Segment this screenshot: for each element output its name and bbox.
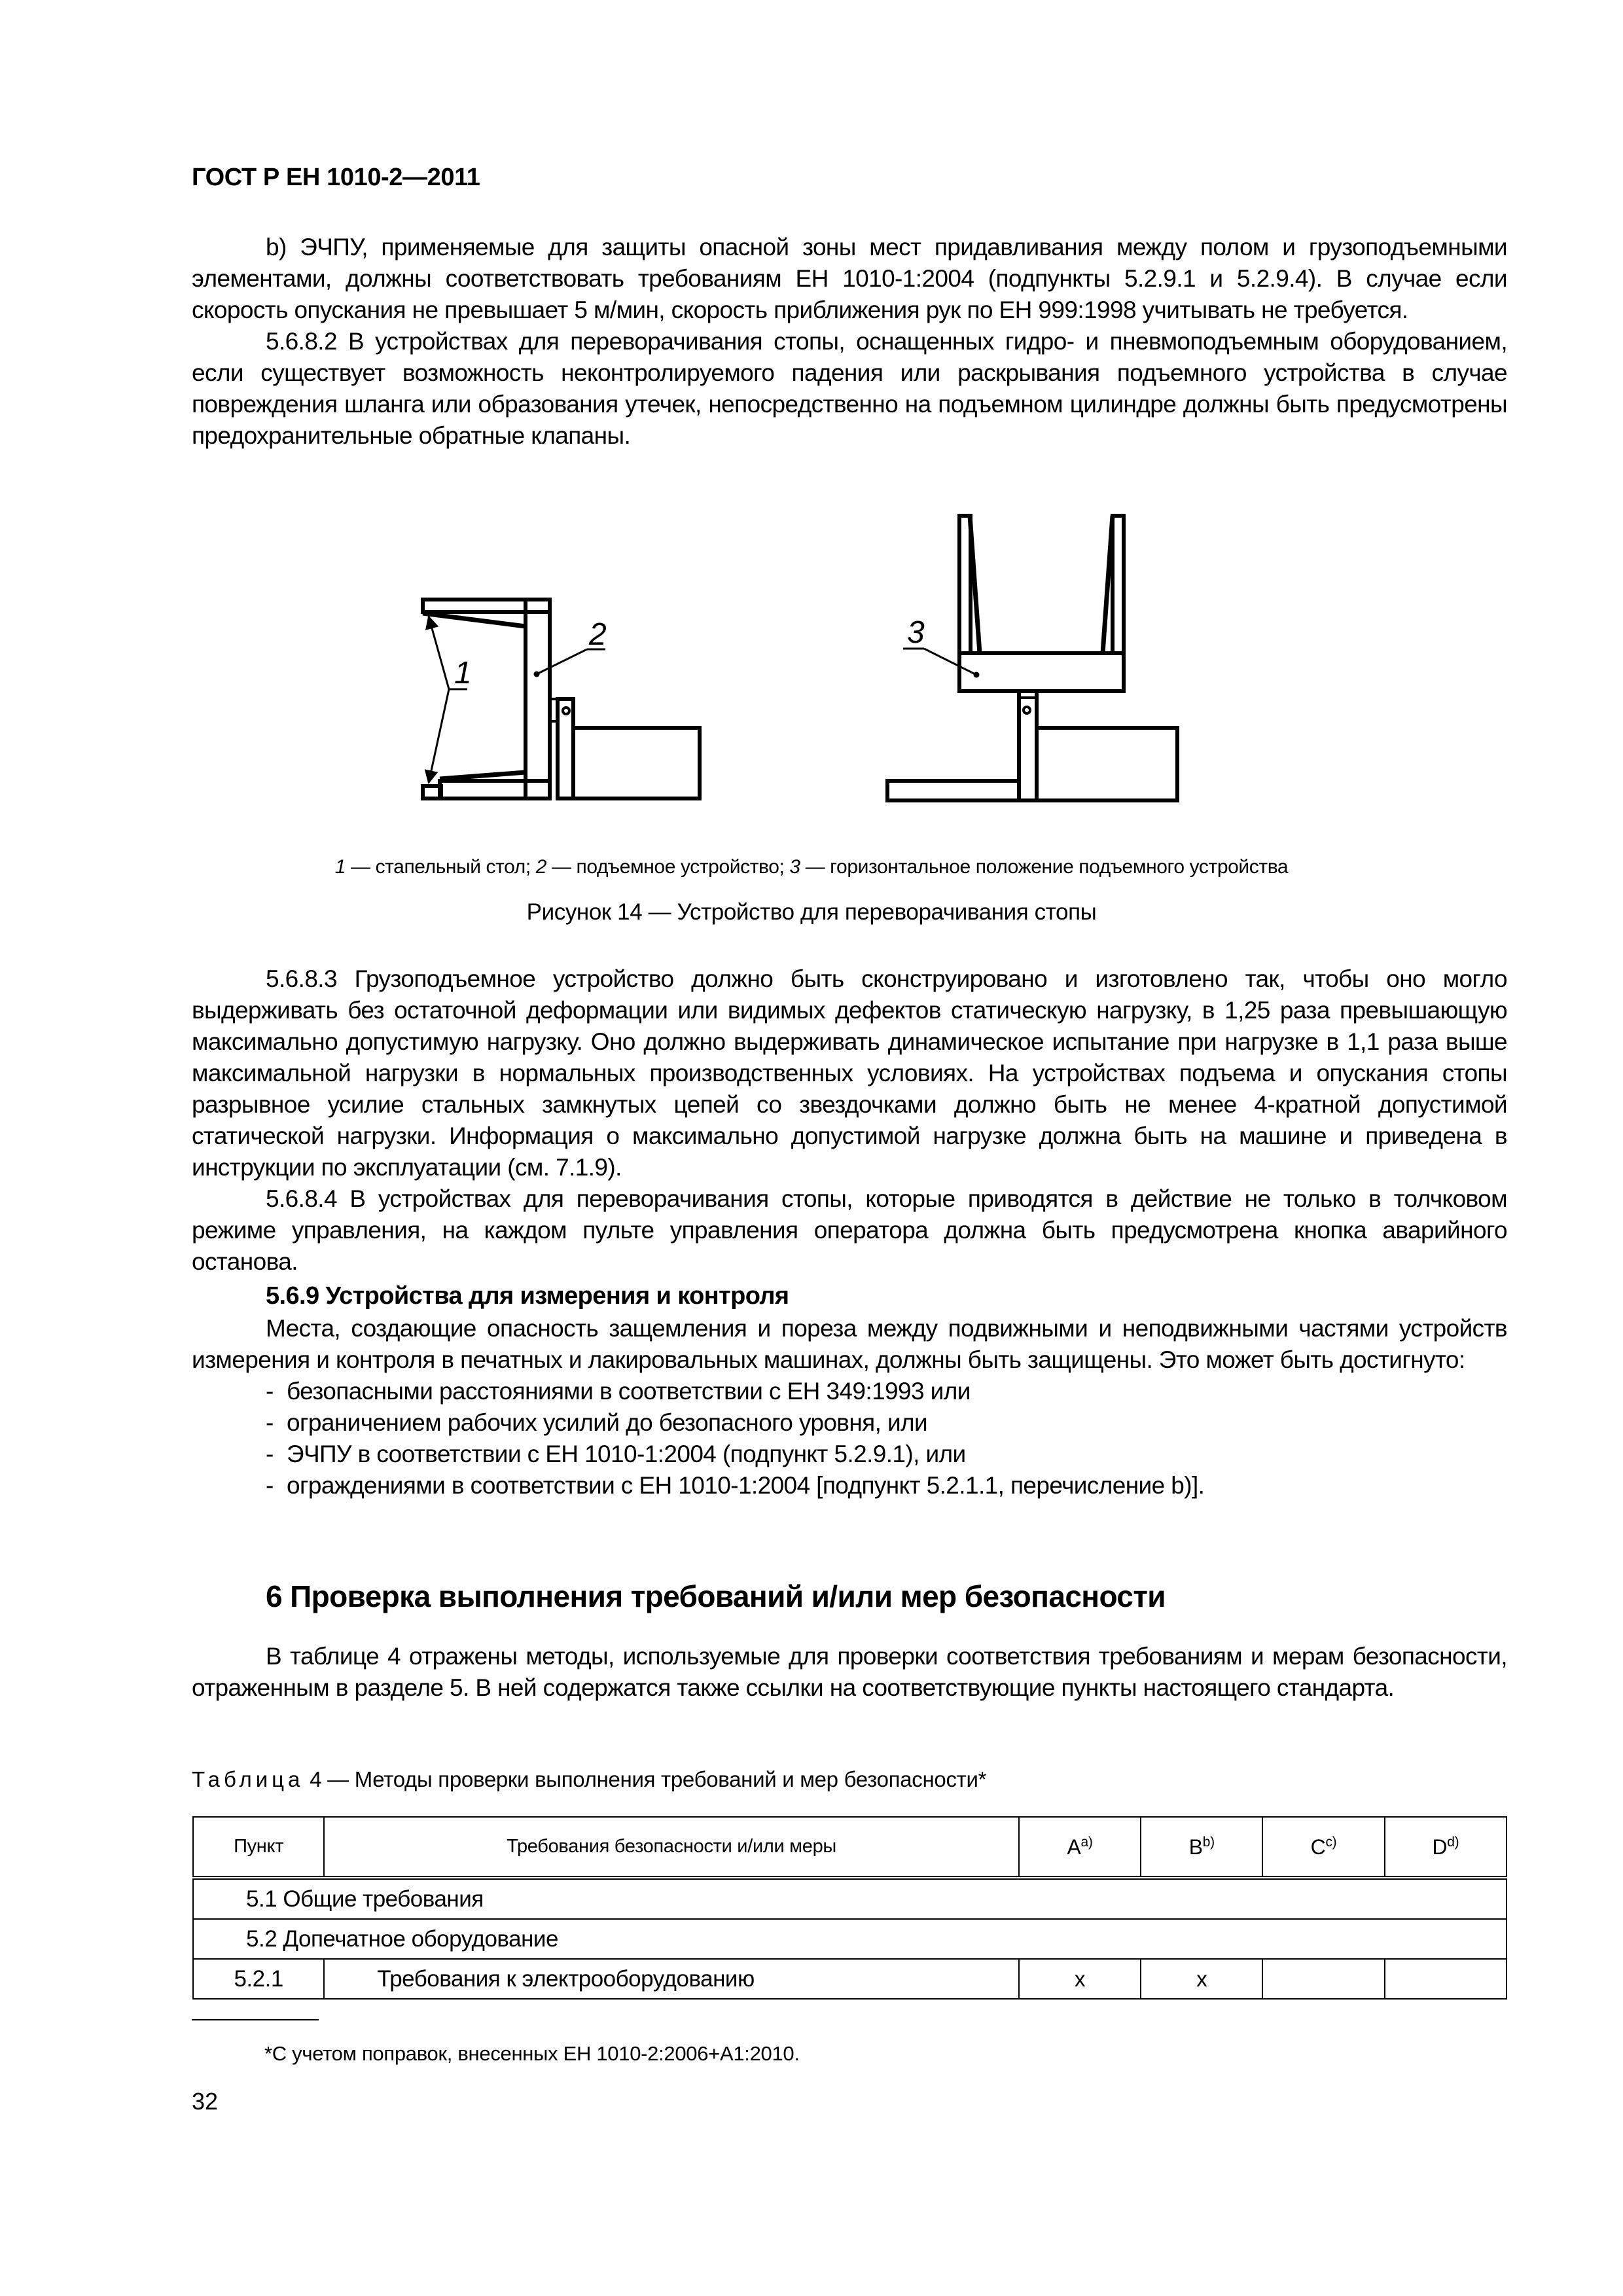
left-incline — [970, 516, 980, 653]
legend-num-1: 1 — [334, 856, 346, 878]
slot-post — [558, 699, 573, 798]
lifting-column — [526, 600, 550, 798]
section-5-6-9-intro: Места, создающие опасность защемления и пореза между подвижными и неподвижными частями устройств измерения и контроля в печатных и лакировальных машинах, должны быть защищены. Это может быть достигнуто: — [192, 1315, 1507, 1373]
header-requirements: Требования безопасности и/или меры — [324, 1817, 1019, 1878]
base-bar — [440, 781, 550, 798]
table-row — [193, 1959, 1507, 1999]
header-method-b: $B^{b)}$ — [1141, 1817, 1262, 1878]
paragraph-5-6-8-2: 5.6.8.2 В устройствах для переворачивания стопы, оснащенных гидро- и пневмоподъемным оборудованием, если существует возможность неконтролируемого падения или раскрывания подъемного устройства в случае повреждения шланга или образования утечек, непосредственно на подъемном цилиндре должны быть предусмотрены предохранительные обратные клапаны. — [192, 328, 1507, 449]
pivot-pin — [1024, 707, 1030, 713]
paragraph-b-item: b) ЭЧПУ, применяемые для защиты опасной зоны мест придавливания между полом и грузоподъемными элементами, должны соответствовать требованиям ЕН 1010-1:2004 (подпункты 5.2.9.1 и 5.2.9.4). В случае если скорость опускания не превышает 5 м/мин, скорость приближения рук по ЕН 999:1998 учитывать не требуется. — [192, 234, 1507, 323]
list-item: - ЭЧПУ в соответствии с ЕН 1010-1:2004 (подпункт 5.2.9.1), или — [192, 1439, 1507, 1470]
hinge-bracket — [550, 699, 558, 721]
cell-method-c — [1262, 1959, 1384, 1999]
left-drawing-stacking-table — [423, 600, 700, 798]
header-method-d: $D^{d)}$ — [1385, 1817, 1507, 1878]
label-2-leader — [535, 649, 605, 676]
legend-text-3: — горизонтальное положение подъемного устройства — [800, 856, 1289, 878]
dash-bullet: - — [266, 1409, 274, 1436]
header-method-c: $C^{c)}$ — [1262, 1817, 1384, 1878]
right-incline — [1103, 516, 1113, 653]
list-item: - ограждениями в соответствии с ЕН 1010-1:2004 [подпункт 5.2.1.1, перечисление b)]. — [192, 1470, 1507, 1501]
pivot-pin — [563, 708, 569, 714]
section-5-6-9-heading: 5.6.9 Устройства для измерения и контроля — [266, 1282, 789, 1310]
table-header-row — [193, 1817, 1507, 1878]
left-upright — [959, 516, 971, 653]
figure-label-1: 1 — [454, 656, 472, 691]
side-box — [573, 728, 700, 798]
label-1-leaders — [429, 617, 467, 783]
lower-incline — [440, 772, 526, 779]
header-punkt: Пункт — [193, 1817, 324, 1878]
standard-header: ГОСТ Р ЕН 1010-2—2011 — [192, 164, 480, 191]
cell-method-b: x — [1141, 1959, 1262, 1999]
table-word: Таблица — [192, 1767, 304, 1791]
platform — [959, 653, 1124, 691]
group-5-2: 5.2 Допечатное оборудование — [193, 1919, 1507, 1959]
legend-num-3: 3 — [789, 856, 800, 878]
table-title-text: 4 — Методы проверки выполнения требований и мер безопасности* — [304, 1767, 987, 1791]
right-drawing-horizontal-position — [887, 516, 1177, 800]
paragraph-5-6-8-3: 5.6.8.3 Грузоподъемное устройство должно быть сконструировано и изготовлено так, чтобы оно могло выдерживать без остаточной деформации или видимых дефектов статическую нагрузку, в 1,25 раза превышающую максимально допустимую нагрузку. Оно должно выдерживать динамическое испытание при нагрузке в 1,1 раза выше максимальной нагрузки в нормальных производственных условиях. На устройствах подъема и опускания стопы разрывное усилие стальных замкнутых цепей со звездочками должно быть не менее 4-кратной допустимой статической нагрузки. Информация о максимально допустимой нагрузке должна быть на машине и приведена в инструкции по эксплуатации (см. 7.1.9). — [192, 965, 1507, 1181]
protection-methods-list — [192, 1376, 1507, 1501]
side-box — [1037, 728, 1177, 800]
top-text-block — [192, 232, 1507, 452]
table-4 — [192, 1816, 1507, 2000]
cell-punkt: 5.2.1 — [193, 1959, 324, 1999]
paragraph-5-6-8-4: 5.6.8.4 В устройствах для переворачивания стопы, которые приводятся в действие не только в толчковом режиме управления, на каждом пульте управления оператора должна быть предусмотрена кнопка аварийного останова. — [192, 1185, 1507, 1275]
dash-bullet: - — [266, 1441, 274, 1467]
figure-label-3: 3 — [907, 615, 925, 650]
group-5-1: 5.1 Общие требования — [193, 1878, 1507, 1919]
small-block — [423, 786, 441, 798]
label-3-leader — [903, 649, 978, 677]
list-item: - безопасными расстояниями в соответствии с ЕН 349:1993 или — [192, 1376, 1507, 1407]
table-group-row — [193, 1878, 1507, 1919]
section-6-block — [192, 1581, 1507, 1704]
table-4-title — [192, 1767, 986, 1792]
top-bar — [423, 600, 550, 612]
base-bar — [887, 781, 1019, 800]
section-6-heading: 6 Проверка выполнения требований и/или мер безопасности — [266, 1579, 1166, 1613]
cell-method-a: x — [1019, 1959, 1141, 1999]
upper-incline — [423, 613, 526, 626]
header-method-a: $A^{a)}$ — [1019, 1817, 1141, 1878]
figure-legend — [0, 856, 1623, 878]
page-number: 32 — [192, 2088, 219, 2115]
dash-bullet: - — [266, 1472, 274, 1499]
cell-method-d — [1385, 1959, 1507, 1999]
middle-text-block — [192, 963, 1507, 1501]
legend-text-2: — подъемное устройство; — [546, 856, 790, 878]
footnote-divider — [192, 2019, 319, 2020]
table-group-row — [193, 1919, 1507, 1959]
footnote: *С учетом поправок, внесенных ЕН 1010-2:2006+А1:2010. — [264, 2042, 800, 2065]
figure-label-2: 2 — [589, 617, 607, 652]
stem — [1019, 691, 1037, 800]
list-item: - ограничением рабочих усилий до безопасного уровня, или — [192, 1407, 1507, 1439]
legend-text-1: — стапельный стол; — [346, 856, 536, 878]
legend-num-2: 2 — [535, 856, 547, 878]
right-upright — [1113, 516, 1124, 653]
dash-bullet: - — [266, 1378, 274, 1405]
section-6-intro: В таблице 4 отражены методы, используемые для проверки соответствия требованиям и мерам безопасности, отраженным в разделе 5. В ней содержатся также ссылки на соответствующие пункты настоящего стандарта. — [192, 1643, 1507, 1701]
cell-requirement: Требования к электрооборудованию — [324, 1959, 1019, 1999]
figure-caption: Рисунок 14 — Устройство для переворачивания стопы — [526, 899, 1097, 925]
